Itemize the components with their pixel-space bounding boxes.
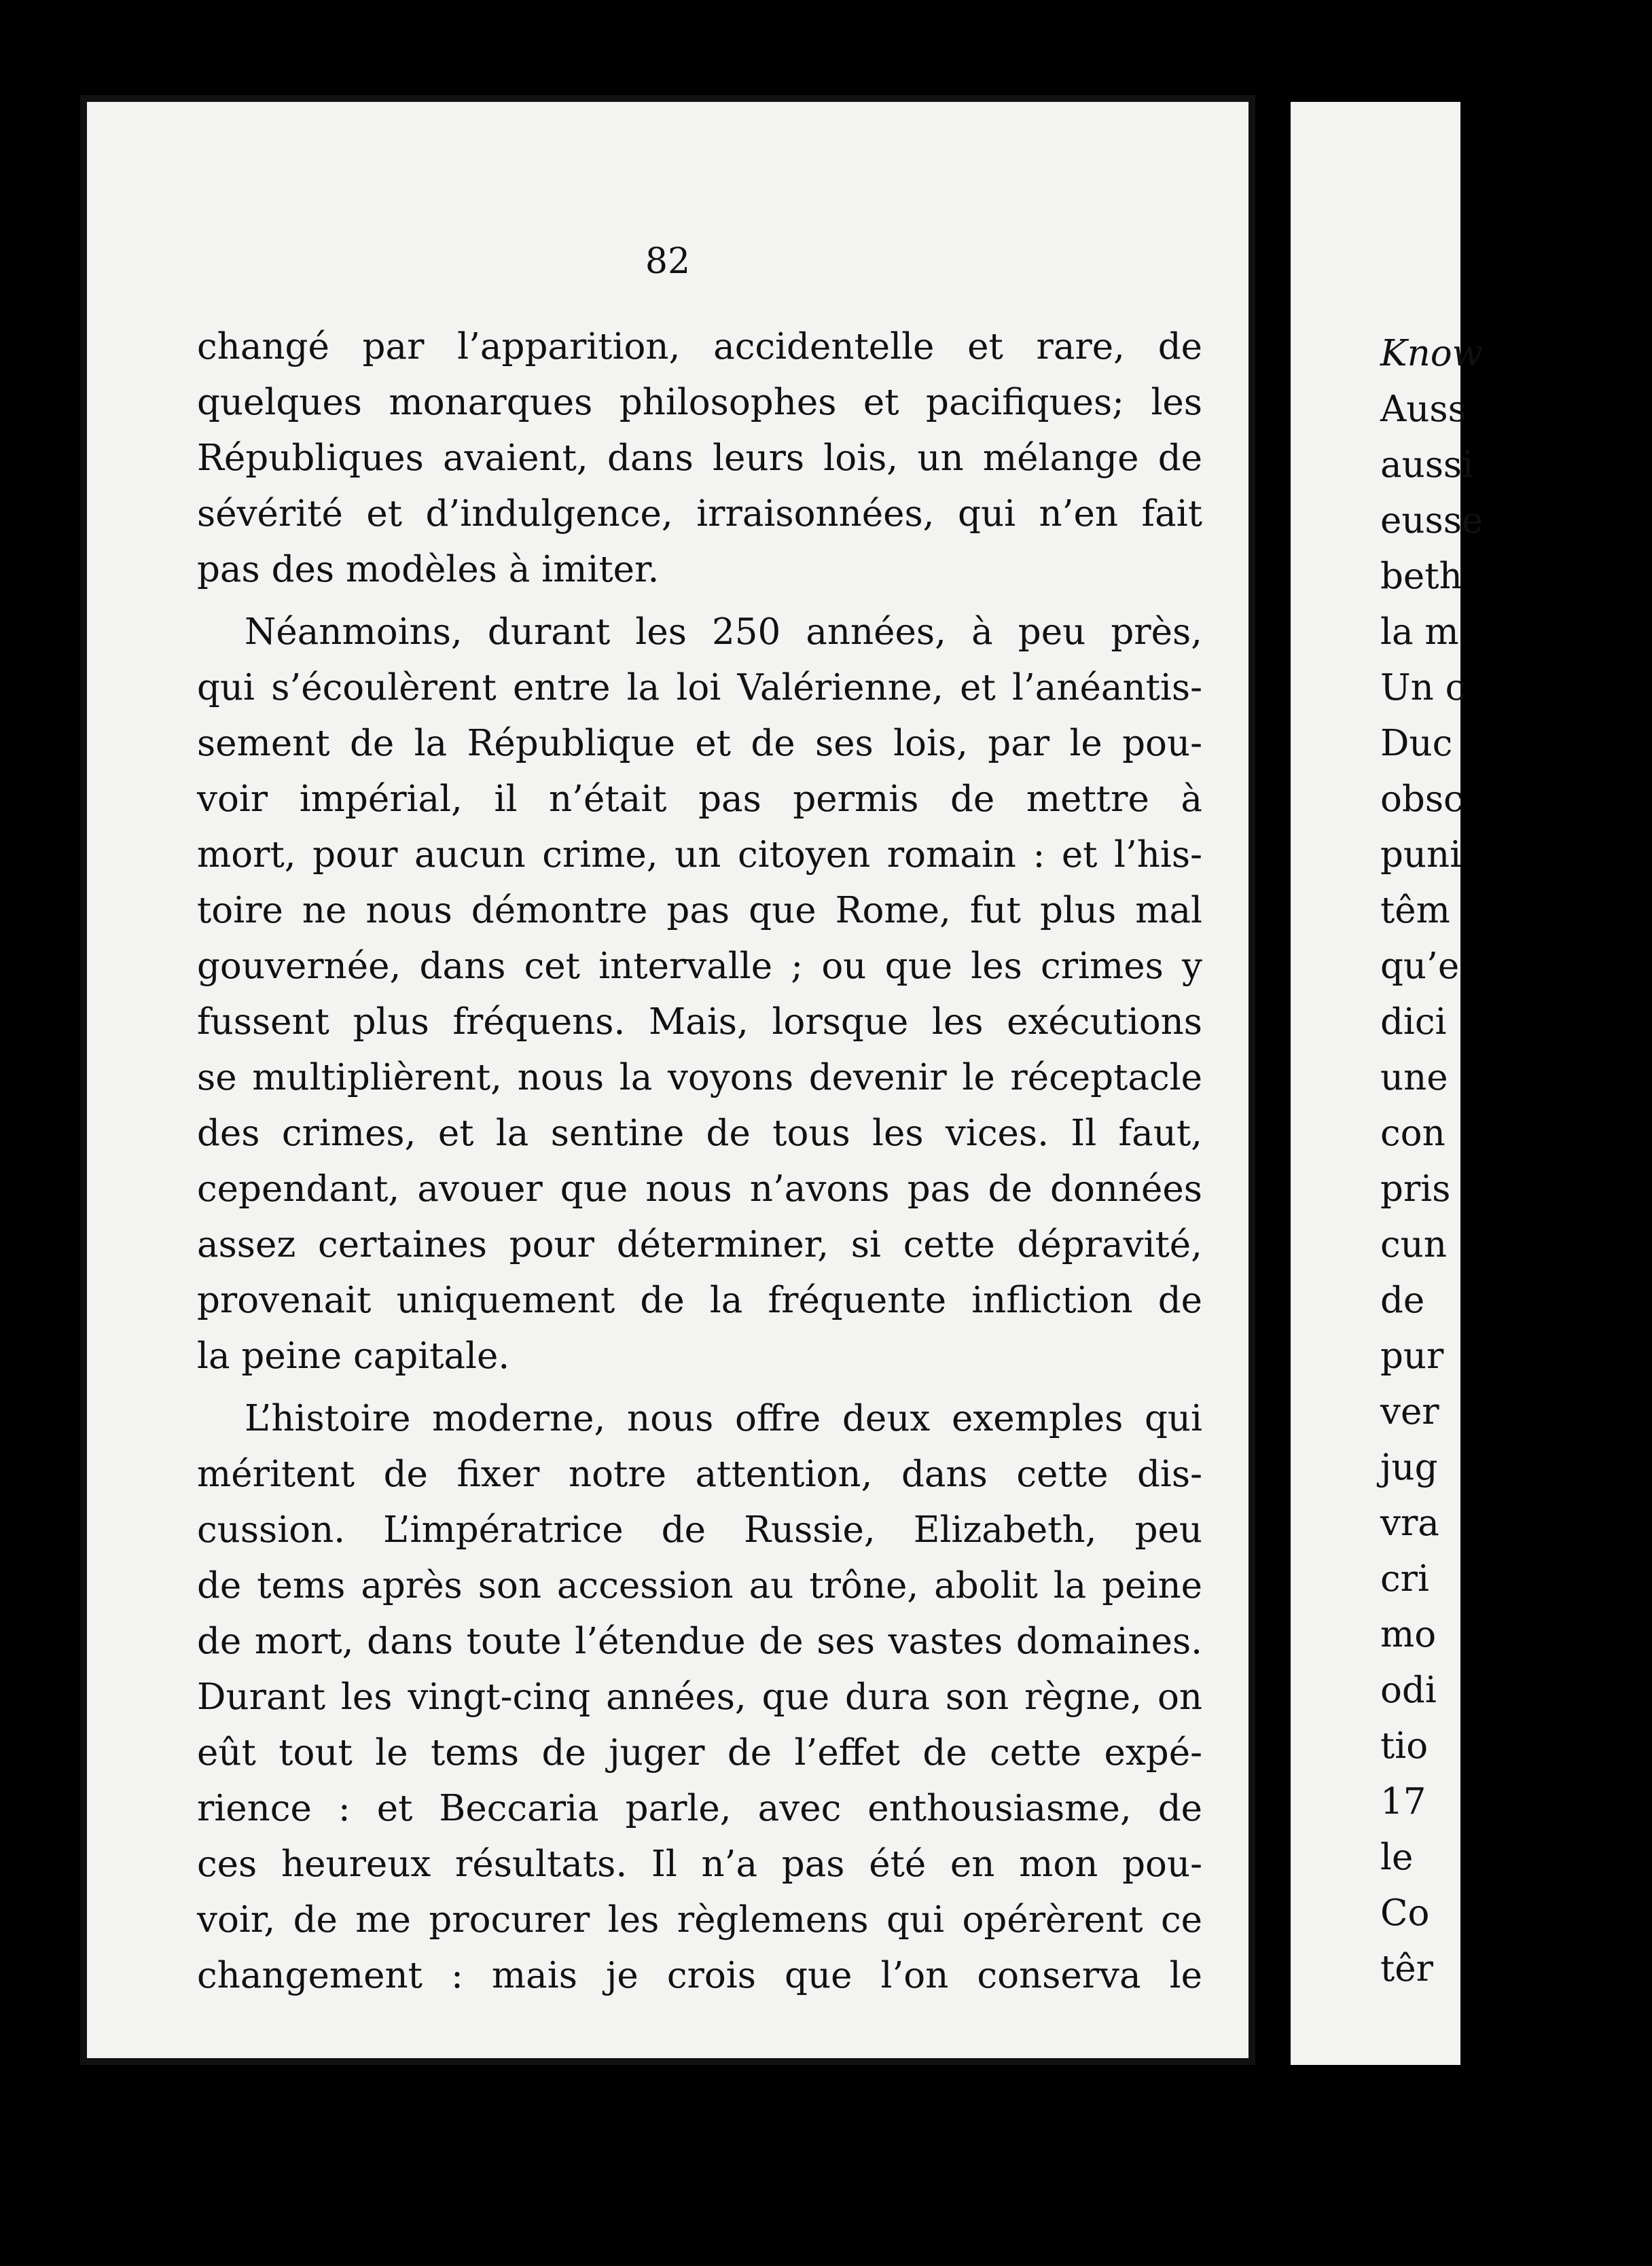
- text-line: mort, pour aucun crime, un citoyen romain : et l’his-: [197, 834, 1202, 876]
- text-line: qui s’écoulèrent entre la loi Valérienne, et l’anéantis-: [197, 667, 1202, 708]
- right-page-line: de: [1380, 1280, 1425, 1321]
- right-page-line: Know: [1380, 333, 1484, 374]
- text-line: assez certaines pour déterminer, si cette dépravité,: [197, 1224, 1202, 1265]
- left-page: [80, 95, 1255, 2065]
- text-line: sévérité et d’indulgence, irraisonnées, qui n’en fait: [197, 493, 1202, 535]
- right-page-line: têm: [1380, 890, 1450, 931]
- right-page-line: cri: [1380, 1558, 1429, 1600]
- text-line: ces heureux résultats. Il n’a pas été en mon pou-: [197, 1844, 1202, 1885]
- right-page-text: [1380, 326, 1652, 1997]
- text-line: Durant les vingt-cinq années, que dura son règne, on: [197, 1676, 1202, 1718]
- text-line: Républiques avaient, dans leurs lois, un mélange de: [197, 437, 1202, 479]
- text-line: de mort, dans toute l’étendue de ses vastes domaines.: [197, 1621, 1202, 1662]
- right-page-line: Co: [1380, 1892, 1430, 1934]
- text-line: toire ne nous démontre pas que Rome, fut plus mal: [197, 890, 1202, 931]
- right-page-line: puni: [1380, 834, 1462, 876]
- right-page-line: pris: [1380, 1168, 1451, 1210]
- text-line: pas des modèles à imiter.: [197, 549, 660, 590]
- text-line: sement de la République et de ses lois, par le pou-: [197, 723, 1202, 764]
- right-page-line: con: [1380, 1113, 1446, 1154]
- text-line: cussion. L’impératrice de Russie, Elizabeth, peu: [197, 1509, 1202, 1551]
- text-line: provenait uniquement de la fréquente infliction de: [197, 1280, 1202, 1321]
- right-page-line: 17: [1380, 1781, 1426, 1822]
- right-page-line: aussi: [1380, 444, 1474, 486]
- right-page-line: eusse: [1380, 500, 1484, 541]
- right-page-line: cun: [1380, 1224, 1447, 1265]
- right-page-line: beth: [1380, 556, 1462, 597]
- right-page-edge: [1291, 102, 1484, 2065]
- text-line: eût tout le tems de juger de l’effet de cette expé-: [197, 1732, 1202, 1774]
- text-line: Néanmoins, durant les 250 années, à peu près,: [245, 611, 1202, 653]
- text-line: des crimes, et la sentine de tous les vices. Il faut,: [197, 1113, 1202, 1154]
- right-page-line: qu’e: [1380, 946, 1460, 987]
- text-line: se multiplièrent, nous la voyons devenir le réceptacle: [197, 1057, 1202, 1098]
- text-line: fussent plus fréquens. Mais, lorsque les exécutions: [197, 1001, 1202, 1043]
- page-number: 82: [645, 241, 691, 282]
- right-page-line: têr: [1380, 1948, 1433, 1990]
- right-page-line: une: [1380, 1057, 1448, 1098]
- text-line: la peine capitale.: [197, 1335, 510, 1377]
- text-line: changement : mais je crois que l’on conserva le: [197, 1955, 1202, 1996]
- text-line: changé par l’apparition, accidentelle et rare, de: [197, 326, 1202, 367]
- right-page-line: le: [1380, 1837, 1414, 1878]
- right-page-line: Un c: [1380, 667, 1466, 708]
- right-page-line: vra: [1380, 1503, 1439, 1544]
- body-text: [197, 319, 1202, 2004]
- text-line: voir, de me procurer les règlemens qui opérèrent ce: [197, 1899, 1202, 1941]
- right-page-line: obsc: [1380, 778, 1464, 820]
- right-page-line: la m: [1380, 611, 1459, 653]
- text-line: cependant, avouer que nous n’avons pas de données: [197, 1168, 1202, 1210]
- right-page-line: mo: [1380, 1614, 1437, 1655]
- text-line: L’histoire moderne, nous offre deux exemples qui: [245, 1398, 1202, 1439]
- right-page-line: odi: [1380, 1670, 1437, 1711]
- text-line: quelques monarques philosophes et pacifiques; les: [197, 382, 1202, 423]
- right-page-line: Duc: [1380, 723, 1453, 764]
- right-page-line: Auss: [1380, 389, 1467, 430]
- right-page-line: jug: [1380, 1447, 1438, 1488]
- right-page-line: ver: [1380, 1391, 1439, 1433]
- text-line: méritent de fixer notre attention, dans cette dis-: [197, 1454, 1202, 1495]
- text-line: de tems après son accession au trône, abolit la peine: [197, 1565, 1202, 1606]
- right-page-line: pur: [1380, 1335, 1444, 1377]
- right-page-line: tio: [1380, 1725, 1429, 1767]
- text-line: voir impérial, il n’était pas permis de mettre à: [197, 778, 1202, 820]
- text-line: rience : et Beccaria parle, avec enthousiasme, de: [197, 1788, 1202, 1829]
- text-line: gouvernée, dans cet intervalle ; ou que les crimes y: [197, 946, 1202, 987]
- right-page-line: dici: [1380, 1001, 1447, 1043]
